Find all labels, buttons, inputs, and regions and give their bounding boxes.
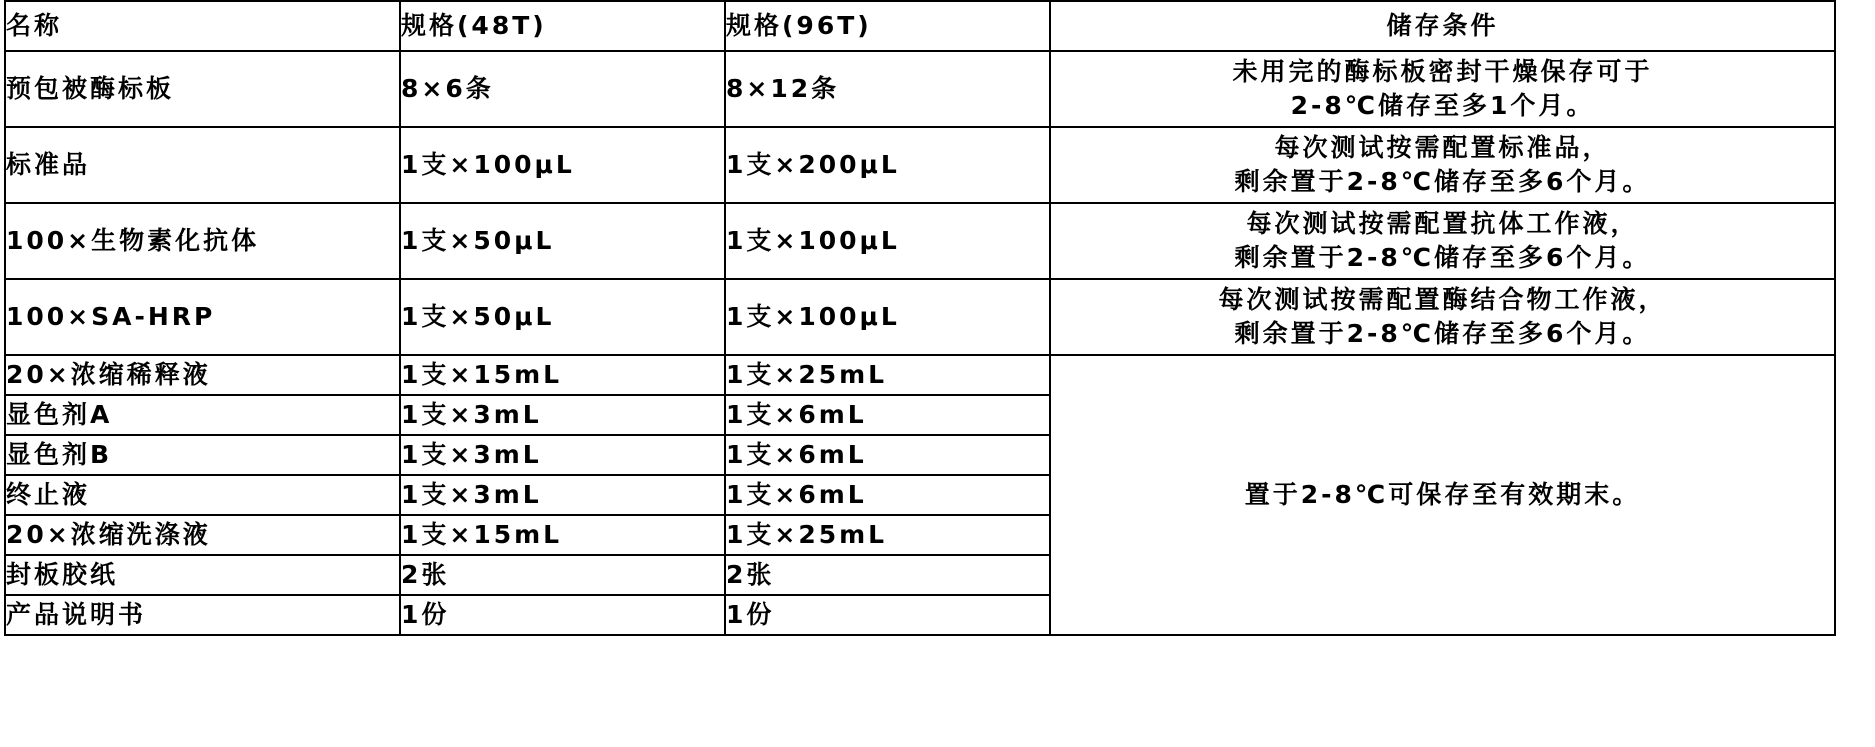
row-storage [1050,51,1835,127]
table-row [5,355,1835,395]
row-spec-48t: 1支×50μL [400,279,725,355]
row-spec-96t: 1支×6mL [725,395,1050,435]
row-spec-48t: 1支×15mL [400,355,725,395]
row-name: 封板胶纸 [5,555,400,595]
row-name: 100×SA-HRP [5,279,400,355]
storage-line: 未用完的酶标板密封干燥保存可于 [1232,57,1653,87]
row-spec-96t: 8×12条 [725,51,1050,127]
table-row [5,51,1835,127]
row-spec-48t: 1支×100μL [400,127,725,203]
row-spec-48t: 1支×3mL [400,435,725,475]
row-spec-96t: 1支×200μL [725,127,1050,203]
storage-line: 2-8℃储存至多1个月。 [1290,91,1595,120]
row-name: 终止液 [5,475,400,515]
row-spec-96t: 1支×6mL [725,435,1050,475]
row-spec-48t: 1支×50μL [400,203,725,279]
table-row [5,127,1835,203]
row-spec-96t: 1支×6mL [725,475,1050,515]
storage-line: 剩余置于2-8℃储存至多6个月。 [1234,243,1651,272]
row-name: 100×生物素化抗体 [5,203,400,279]
table-row [5,203,1835,279]
row-spec-96t: 1支×25mL [725,515,1050,555]
row-spec-48t: 1支×3mL [400,395,725,435]
row-storage [1050,203,1835,279]
storage-line: 每次测试按需配置酶结合物工作液， [1218,285,1667,315]
table-header-row [5,1,1835,51]
header-spec-96t: 规格(96T) [725,1,1050,51]
row-spec-48t: 1支×3mL [400,475,725,515]
row-spec-48t: 8×6条 [400,51,725,127]
row-spec-96t: 1支×100μL [725,203,1050,279]
row-spec-48t: 1支×15mL [400,515,725,555]
row-name: 20×浓缩稀释液 [5,355,400,395]
header-spec-48t: 规格(48T) [400,1,725,51]
row-storage [1050,279,1835,355]
storage-line: 剩余置于2-8℃储存至多6个月。 [1234,167,1651,196]
row-spec-48t: 2张 [400,555,725,595]
row-name: 显色剂B [5,435,400,475]
row-name: 标准品 [5,127,400,203]
row-name: 显色剂A [5,395,400,435]
header-name: 名称 [5,1,400,51]
row-name: 产品说明书 [5,595,400,635]
header-storage-conditions: 储存条件 [1050,1,1835,51]
row-spec-96t: 1支×100μL [725,279,1050,355]
storage-line: 每次测试按需配置抗体工作液， [1246,209,1639,239]
row-spec-96t: 1支×25mL [725,355,1050,395]
row-spec-96t: 2张 [725,555,1050,595]
table-row [5,279,1835,355]
row-name: 20×浓缩洗涤液 [5,515,400,555]
row-name: 预包被酶标板 [5,51,400,127]
row-storage [1050,127,1835,203]
kit-components-table [4,0,1836,636]
storage-line: 剩余置于2-8℃储存至多6个月。 [1234,319,1651,348]
row-storage-merged: 置于2-8℃可保存至有效期末。 [1050,355,1835,635]
row-spec-48t: 1份 [400,595,725,635]
storage-line: 每次测试按需配置标准品， [1274,133,1611,163]
row-spec-96t: 1份 [725,595,1050,635]
